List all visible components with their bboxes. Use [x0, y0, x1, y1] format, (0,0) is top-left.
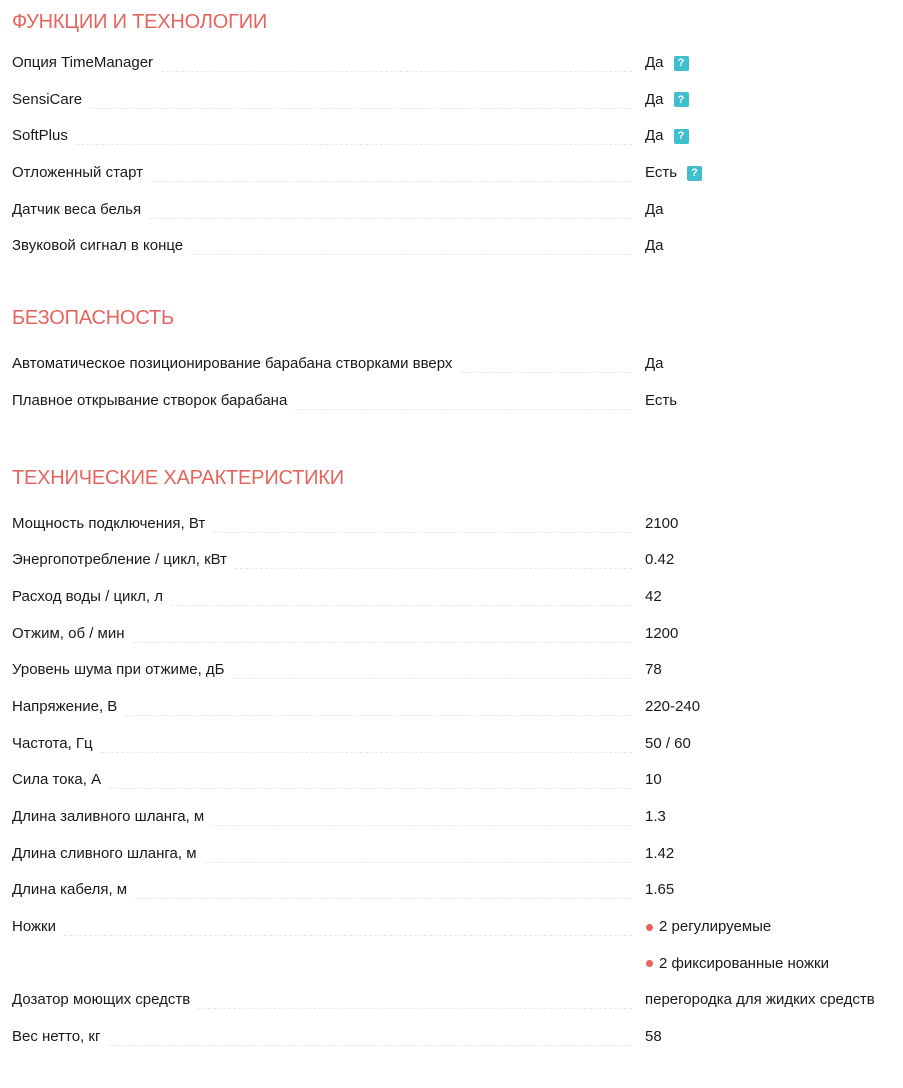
help-question-icon[interactable]: ?: [674, 56, 689, 71]
spec-label-cell: [12, 807, 632, 827]
spec-row: [12, 990, 903, 1027]
spec-label: Автоматическое позиционирование барабана створками вверх: [12, 355, 453, 373]
spec-label-cell: [12, 514, 632, 534]
spec-value: 10: [645, 771, 662, 789]
spec-label: Мощность подключения, Вт: [12, 514, 206, 532]
spec-row: [12, 697, 903, 734]
spec-label-cell: [12, 391, 632, 411]
spec-label: Расход воды / цикл, л: [12, 587, 164, 605]
spec-value-line: [645, 770, 662, 790]
spec-row: [12, 391, 903, 428]
spec-row: [12, 660, 903, 697]
spec-value-line: [645, 697, 700, 717]
spec-rows: [12, 514, 903, 1064]
spec-label: SoftPlus: [12, 127, 68, 145]
spec-row: [12, 587, 903, 624]
spec-value-cell: [645, 697, 700, 717]
spec-value-line: [645, 236, 664, 256]
dotted-leader: [233, 678, 632, 679]
spec-row: [12, 200, 903, 237]
spec-label: Дозатор моющих средств: [12, 991, 191, 1009]
spec-value-cell: [645, 917, 829, 974]
spec-value-cell: [645, 391, 677, 411]
spec-value-cell: [645, 550, 674, 570]
spec-value: 1.65: [645, 881, 675, 899]
spec-label: Звуковой сигнал в конце: [12, 237, 184, 255]
spec-label: Отжим, об / мин: [12, 624, 125, 642]
spec-value: Да: [645, 355, 664, 373]
spec-value: 2 регулируемые: [659, 918, 772, 936]
spec-label: Отложенный старт: [12, 164, 144, 182]
spec-row: [12, 917, 903, 990]
dotted-leader: [212, 825, 632, 826]
spec-value: 78: [645, 661, 662, 679]
spec-value-line: [645, 200, 664, 220]
spec-row: [12, 807, 903, 844]
spec-value-cell: [645, 844, 674, 864]
spec-value: 50 / 60: [645, 734, 691, 752]
spec-row: [12, 514, 903, 551]
spec-section-2: [12, 304, 903, 427]
spec-value: Да: [645, 54, 664, 71]
spec-label: Длина заливного шланга, м: [12, 808, 205, 825]
spec-row: [12, 624, 903, 661]
section-title: ФУНКЦИИ И ТЕХНОЛОГИИ: [12, 11, 268, 33]
spec-label: Энергопотребление / цикл, кВт: [12, 551, 228, 569]
spec-value-line: [645, 660, 662, 680]
spec-value: перегородка для жидких средств: [645, 991, 875, 1009]
dotted-leader: [235, 568, 632, 569]
spec-value-line: [645, 90, 689, 110]
spec-label-cell: [12, 844, 632, 864]
spec-label: Частота, Гц: [12, 734, 93, 752]
spec-row: [12, 844, 903, 881]
spec-rows: [12, 53, 903, 273]
dotted-leader: [133, 642, 632, 643]
bullet-dot-icon: [646, 960, 653, 967]
spec-row: [12, 236, 903, 273]
spec-label: Вес нетто, кг: [12, 1028, 101, 1046]
spec-label: Уровень шума при отжиме, дБ: [12, 661, 225, 679]
spec-section-3: [12, 464, 903, 1064]
spec-value: Да: [645, 90, 664, 108]
spec-value-line: [645, 734, 691, 754]
spec-label: Ножки: [12, 918, 56, 936]
spec-value: 1.3: [645, 808, 666, 825]
spec-label-cell: [12, 90, 632, 110]
dotted-leader: [109, 788, 632, 789]
spec-label-cell: [12, 917, 632, 937]
spec-row: [12, 880, 903, 917]
spec-value-line: [645, 53, 689, 73]
dotted-leader: [205, 862, 632, 863]
spec-value-line: [645, 550, 674, 570]
spec-value: Да: [645, 127, 664, 145]
spec-value: Есть: [645, 164, 678, 182]
spec-value-cell: [645, 990, 875, 1010]
spec-label-cell: [12, 550, 632, 570]
spec-value-cell: [645, 1027, 662, 1047]
spec-value-line: [645, 954, 829, 974]
spec-value-cell: [645, 807, 666, 827]
dotted-leader: [151, 181, 632, 182]
dotted-leader: [171, 605, 632, 606]
dotted-leader: [64, 935, 632, 936]
spec-value-cell: [645, 126, 689, 146]
spec-value-line: [645, 880, 674, 900]
dotted-leader: [125, 715, 632, 716]
spec-value: 1200: [645, 624, 679, 642]
dotted-leader: [90, 108, 632, 109]
spec-value-cell: [645, 734, 691, 754]
specifications-list: [12, 0, 903, 1064]
spec-label-cell: [12, 770, 632, 790]
spec-label-cell: [12, 53, 632, 73]
dotted-leader: [460, 372, 632, 373]
spec-label-cell: [12, 163, 632, 183]
dotted-leader: [76, 144, 632, 145]
dotted-leader: [101, 752, 632, 753]
spec-row: [12, 770, 903, 807]
spec-value: Да: [645, 237, 664, 255]
spec-value-cell: [645, 514, 678, 534]
spec-label-cell: [12, 236, 632, 256]
spec-label: Опция TimeManager: [12, 54, 154, 71]
spec-value: Да: [645, 200, 664, 218]
spec-row: [12, 163, 903, 200]
spec-value: 42: [645, 587, 662, 605]
spec-row: [12, 550, 903, 587]
spec-label: Длина сливного шланга, м: [12, 844, 197, 862]
spec-value: 220-240: [645, 697, 701, 715]
spec-value-line: [645, 354, 664, 374]
bullet-dot-icon: [646, 924, 653, 931]
spec-label-cell: [12, 660, 632, 680]
spec-value: Есть: [645, 391, 678, 409]
spec-value-cell: [645, 53, 689, 73]
spec-value-line: [645, 624, 678, 644]
spec-label: Длина кабеля, м: [12, 881, 128, 899]
spec-value-line: [645, 844, 674, 864]
dotted-leader: [198, 1008, 632, 1009]
help-question-icon[interactable]: ?: [674, 129, 689, 144]
dotted-leader: [149, 218, 632, 219]
spec-value-cell: [645, 770, 662, 790]
dotted-leader: [213, 532, 632, 533]
spec-value-line: [645, 1027, 662, 1047]
spec-value-line: [645, 587, 662, 607]
help-question-icon[interactable]: ?: [687, 166, 702, 181]
spec-value-line: [645, 126, 689, 146]
spec-value-line: [645, 990, 875, 1010]
spec-value-cell: [645, 587, 662, 607]
spec-value-cell: [645, 163, 702, 183]
dotted-leader: [295, 409, 632, 410]
spec-label-cell: [12, 697, 632, 717]
spec-value-cell: [645, 880, 674, 900]
spec-label-cell: [12, 587, 632, 607]
spec-label: Датчик веса белья: [12, 200, 142, 218]
spec-label: Сила тока, А: [12, 771, 102, 789]
spec-label-cell: [12, 734, 632, 754]
spec-value: 2 фиксированные ножки: [659, 954, 829, 972]
dotted-leader: [191, 254, 632, 255]
spec-label-cell: [12, 990, 632, 1010]
spec-value: 0.42: [645, 551, 675, 569]
help-question-icon[interactable]: ?: [674, 92, 689, 107]
spec-value: 1.42: [645, 844, 675, 862]
spec-label-cell: [12, 1027, 632, 1047]
spec-row: [12, 734, 903, 771]
spec-value-cell: [645, 624, 678, 644]
section-title: БЕЗОПАСНОСТЬ: [12, 307, 174, 330]
spec-label: Напряжение, В: [12, 697, 118, 715]
spec-row: [12, 90, 903, 127]
spec-value-line: [645, 163, 702, 183]
dotted-leader: [108, 1045, 632, 1046]
spec-label-cell: [12, 126, 632, 146]
spec-rows: [12, 354, 903, 427]
spec-value: 58: [645, 1028, 662, 1046]
spec-value-line: [645, 391, 677, 411]
spec-value-cell: [645, 660, 662, 680]
spec-value-line: [645, 807, 666, 827]
spec-value-cell: [645, 354, 664, 374]
spec-label-cell: [12, 200, 632, 220]
spec-value-cell: [645, 200, 664, 220]
spec-label-cell: [12, 624, 632, 644]
spec-label: SensiCare: [12, 90, 83, 108]
spec-label-cell: [12, 880, 632, 900]
spec-label-cell: [12, 354, 632, 374]
spec-row: [12, 1027, 903, 1064]
spec-value-line: [645, 514, 678, 534]
spec-row: [12, 53, 903, 90]
spec-section-1: [12, 0, 903, 273]
dotted-leader: [135, 898, 632, 899]
spec-label: Плавное открывание створок барабана: [12, 391, 288, 409]
spec-value-cell: [645, 90, 689, 110]
dotted-leader: [161, 71, 632, 72]
spec-value-line: [645, 917, 829, 937]
section-title: ТЕХНИЧЕСКИЕ ХАРАКТЕРИСТИКИ: [12, 466, 344, 489]
spec-row: [12, 126, 903, 163]
spec-value-cell: [645, 236, 664, 256]
spec-value: 2100: [645, 514, 679, 532]
spec-row: [12, 354, 903, 391]
